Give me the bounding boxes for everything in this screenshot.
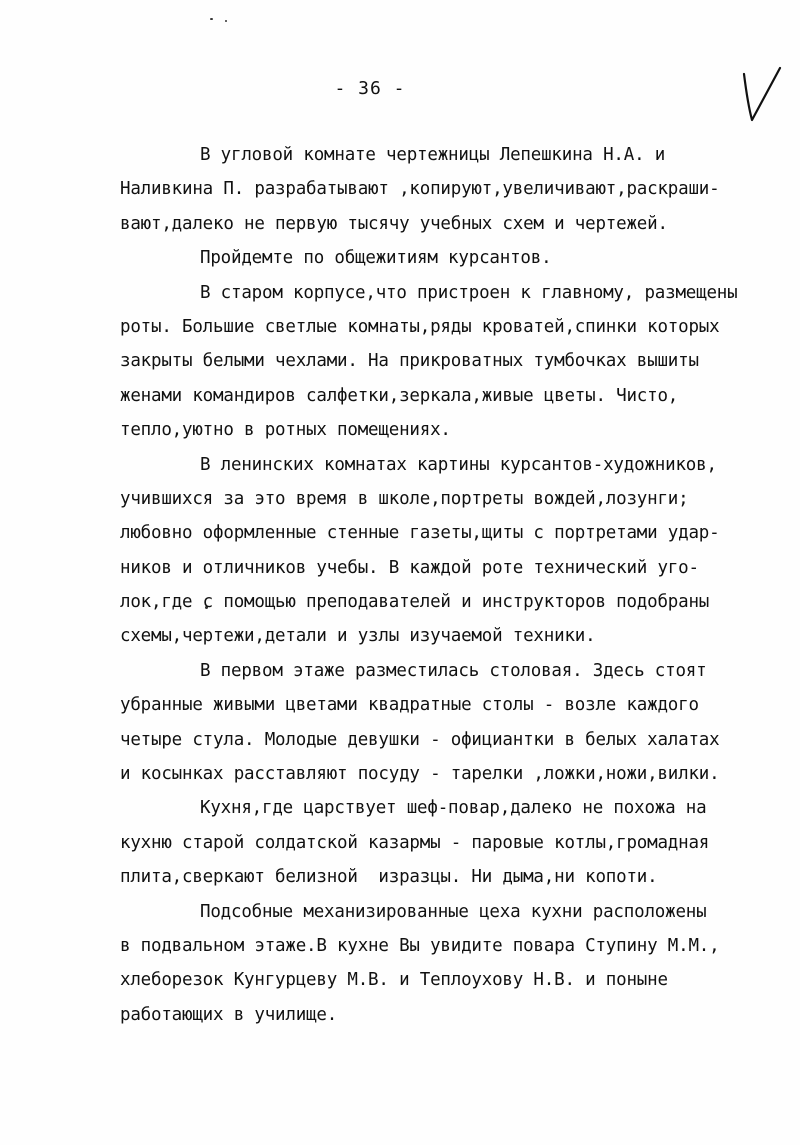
text-line: закрыты белыми чехлами. На прикроватных тумбочках вышиты <box>120 351 699 372</box>
text-line: тепло,уютно в ротных помещениях. <box>120 420 451 441</box>
text-line: женами командиров салфетки,зеркала,живые цветы. Чисто, <box>120 385 679 406</box>
text-line: лок,где с помощью преподавателей и инструкторов подобраны <box>120 592 710 613</box>
page-number: - 36 - <box>334 78 406 99</box>
text-line: кухню старой солдатской казармы - паровые котлы,громадная <box>120 832 710 853</box>
text-line: учившихся за это время в школе,портреты вождей,лозунги; <box>120 488 689 509</box>
text-line: Пройдемте по общежитиям курсантов. <box>200 248 552 269</box>
text-line: работающих в училище. <box>120 1004 338 1025</box>
text-line: В ленинских комнатах картины курсантов-художников, <box>200 454 717 475</box>
body-text <box>120 138 800 1032</box>
text-line: схемы,чертежи,детали и узлы изучаемой техники. <box>120 626 596 647</box>
text-line: хлеборезок Кунгурцеву М.В. и Теплоухову Н.В. и поныне <box>120 970 668 991</box>
text-line: ников и отличников учебы. В каждой роте технический уго- <box>120 557 699 578</box>
text-line: В старом корпусе,что пристроен к главному, размещены <box>200 282 738 303</box>
scan-speck <box>210 18 213 20</box>
text-line: и косынках расставляют посуду - тарелки ,ложки,ножи,вилки. <box>120 764 720 785</box>
text-line: роты. Большие светлые комнаты,ряды кроватей,спинки которых <box>120 316 720 337</box>
handwritten-check-mark <box>730 60 790 130</box>
text-line: четыре стула. Молодые девушки - официантки в белых халатах <box>120 729 720 750</box>
text-line: Наливкина П. разрабатывают ,копируют,увеличивают,раскраши- <box>120 179 720 200</box>
text-line: в подвальном этаже.В кухне Вы увидите повара Ступину М.М., <box>120 935 720 956</box>
text-line: убранные живыми цветами квадратные столы - возле каждого <box>120 695 699 716</box>
text-line: В угловой комнате чертежницы Лепешкина Н.А. и <box>200 145 666 165</box>
text-line: плита,сверкают белизной изразцы. Ни дыма,ни копоти. <box>120 867 658 888</box>
text-line: В первом этаже разместилась столовая. Здесь стоят <box>200 660 707 681</box>
text-line: Кухня,где царствует шеф-повар,далеко не похожа на <box>200 798 707 819</box>
text-line: любовно оформленные стенные газеты,щиты с портретами удар- <box>120 523 720 544</box>
text-line: Подсобные механизированные цеха кухни расположены <box>200 901 707 922</box>
scan-speck <box>225 20 227 22</box>
text-line: вают,далеко не первую тысячу учебных схем и чертежей. <box>120 213 668 234</box>
